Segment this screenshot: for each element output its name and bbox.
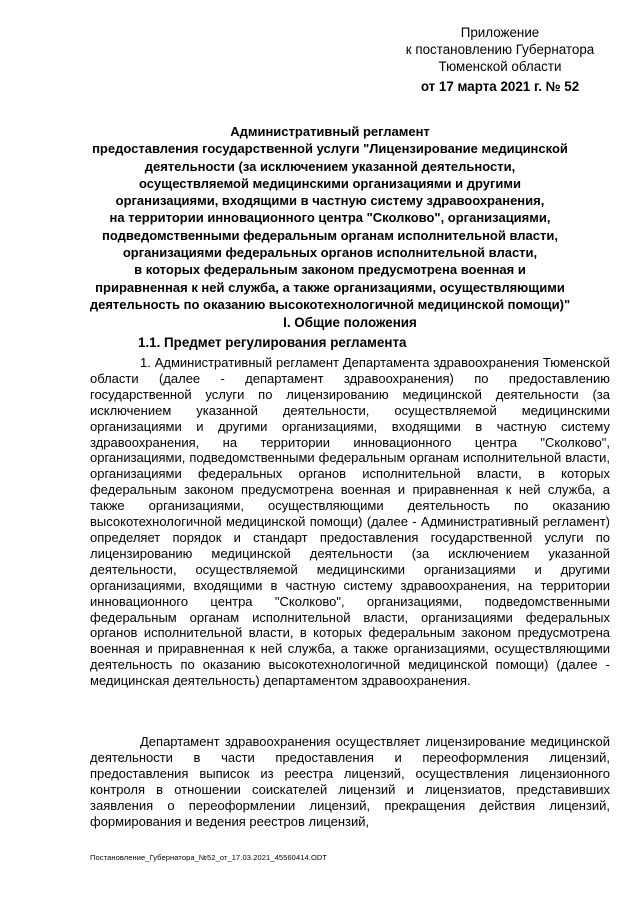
title-line: деятельность по оказанию высокотехнологичной медицинской помощи)" xyxy=(89,296,571,312)
section-heading: I. Общие положения xyxy=(283,315,417,330)
title-line: приравненная к ней служба, а также организациями, осуществляющими xyxy=(95,279,565,295)
title-line: организациями федеральных органов исполнительной власти, xyxy=(122,245,538,261)
body-paragraph-1: 1. Административный регламент Департамента здравоохранения Тюменской области (далее - департамент здравоохранения) по предоставлению государственной услуги по лицензированию медицинской деятельности (за исключением указанной деятельности, осуществляемой медицинскими организациями и другими организациями, входящими в частную систему здравоохранения, на территории инновационного центра "Сколково", организациями, подведомственными федеральным органам исполнительной власти, организациями федеральных органов исполнительной власти, в которых федеральным законом предусмотрена военная и приравненная к ней служба, а также организациями, осуществляющими деятельность по оказанию высокотехнологичной медицинской помощи) (далее - Административный регламент) определяет порядок и стандарт предоставления государственной услуги по лицензированию медицинской деятельности (за исключением указанной деятельности, осуществляемой медицинскими организациями и другими организациями, входящими в частную систему здравоохранения, на территории инновационного центра "Сколково", организациями, подведомственными федеральным органам исполнительной власти, организациями федеральных органов исполнительной власти, в которых федеральным законом предусмотрена военная и приравненная к ней служба, а также организациями, осуществляющими деятельность по оказанию высокотехнологичной медицинской помощи) (далее - медицинская деятельность) департаментом здравоохранения. xyxy=(90,355,610,689)
title-line: предоставления государственной услуги "Лицензирование медицинской xyxy=(92,141,568,157)
title-line: подведомственными федеральным органам исполнительной власти, xyxy=(102,227,558,243)
subsection-heading: 1.1. Предмет регулирования регламента xyxy=(138,335,407,350)
appendix-label: Приложение xyxy=(460,25,540,40)
appendix-block xyxy=(380,24,620,95)
title-line: Административный регламент xyxy=(230,124,430,139)
body-paragraph-2: Департамент здравоохранения осуществляет лицензирование медицинской деятельности в части предоставления и переоформления лицензий, предоставления выписок из реестра лицензий, осуществления лицензионного контроля в отношении соискателей лицензий и лицензиатов, представивших заявления о переоформлении лицензий, прекращения действия лицензий, формирования и ведения реестров лицензий, xyxy=(90,734,610,829)
title-line: в которых федеральным законом предусмотрена военная и xyxy=(134,262,526,278)
title-line: организациями, входящими в частную систему здравоохранения, xyxy=(115,193,545,209)
title-line: осуществляемой медицинскими организациями и другими xyxy=(139,175,521,191)
appendix-reference: к постановлению Губернатора xyxy=(405,42,595,57)
title-line: на территории инновационного центра "Сколково", организациями, xyxy=(109,210,551,226)
appendix-date: от 17 марта 2021 г. № 52 xyxy=(420,79,580,94)
document-title xyxy=(70,123,590,313)
footer-filename: Постановление_Губернатора_№52_от_17.03.2021_45560414.ODT xyxy=(90,853,328,862)
appendix-region: Тюменской области xyxy=(438,59,562,74)
title-line: деятельности (за исключением указанной деятельности, xyxy=(144,158,516,174)
